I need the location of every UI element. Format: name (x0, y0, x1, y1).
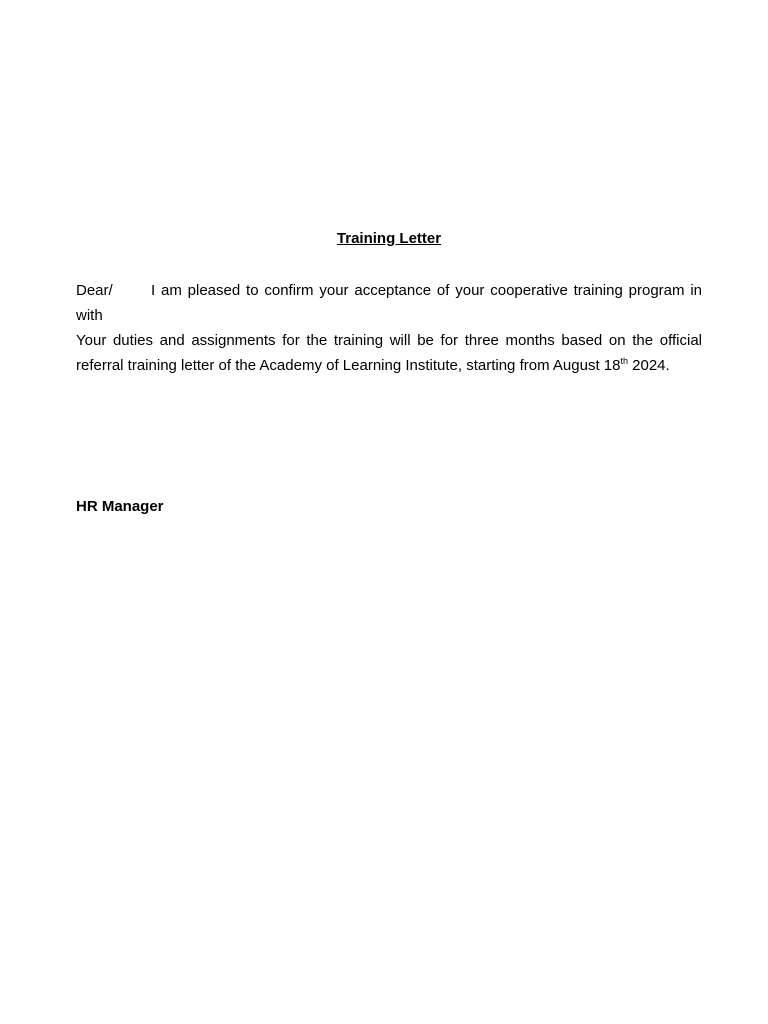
body-line-4 (76, 353, 702, 378)
body-line-4-end: 2024. (627, 357, 670, 374)
body-line-1: I am pleased to confirm your acceptance of your cooperative training program in (151, 282, 702, 299)
letter-title: Training Letter (336, 230, 442, 247)
signature-title: HR Manager (76, 498, 164, 515)
body-line-4-text: referral training letter of the Academy of Learning Institute, starting from August 18 (76, 357, 621, 374)
salutation: Dear/ (76, 282, 113, 299)
body-line-2: with (76, 307, 103, 324)
ordinal-suffix: th (620, 356, 628, 366)
letter-body (76, 278, 702, 378)
salutation-row (76, 278, 702, 303)
body-line-3: Your duties and assignments for the training will be for three months based on the official (76, 332, 702, 349)
